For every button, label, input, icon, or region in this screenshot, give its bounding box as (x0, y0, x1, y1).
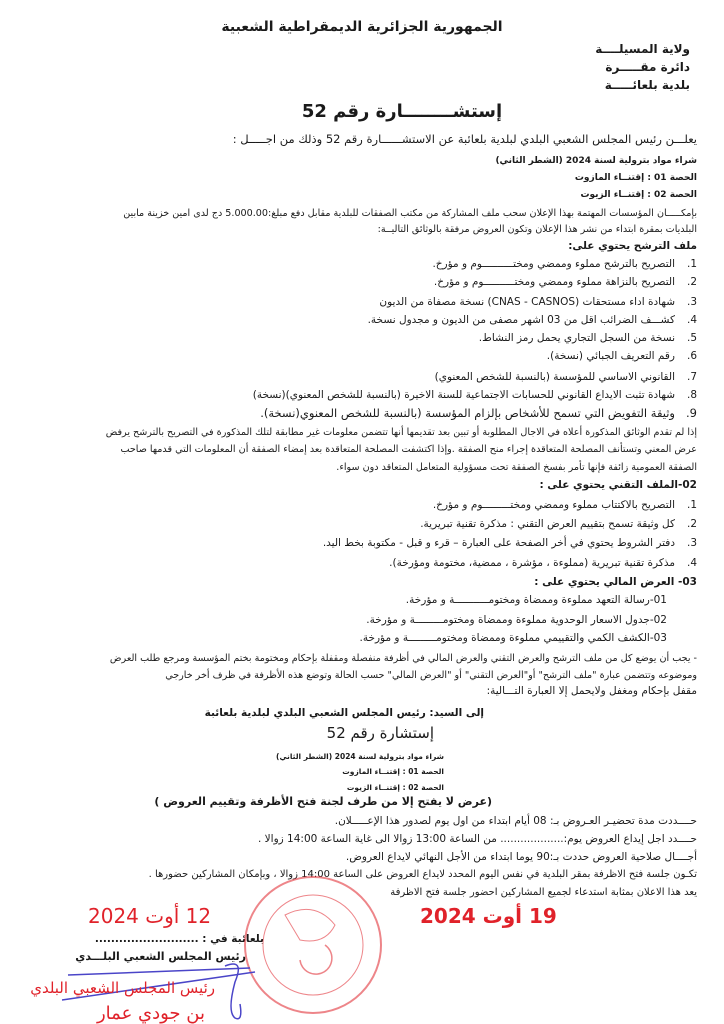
item-number: 2. (686, 276, 697, 288)
item-text: نسخة من السجل التجاري يحمل رمز النشاط. (478, 332, 675, 344)
deadline-opening: تكـون جلسة فتح الاظرفة بمقر البلدية في نفس اليوم المحدد لايداع العروض على الساعة 14:00 زوالا ، وبإمكان المشاركين حضورها . (148, 869, 697, 880)
deadline-deposit: حــــدد اجل إيداع العروض يوم:................... من الساعة 13:00 زوالا الى غاية الساعة 14:00 زوالا . (257, 833, 697, 845)
item-text: شهادة تثبت الايداع القانوني للحسابات الاجتماعية للسنة الاخيرة (بالنسبة للشخص المعنوي)(نسخة) (252, 389, 675, 401)
item-text: القانوني الاساسي للمؤسسة (بالنسبة للشخص المعنوي) (434, 371, 675, 383)
item-text: رقم التعريف الجبائي (نسخة). (546, 350, 675, 362)
outer-envelope-lot-2: الحصة 02 : إقتنــاء الزيوت (346, 783, 444, 792)
outer-envelope-title: إستشارة رقم 52 (326, 724, 434, 742)
handwritten-name: بن جودي عمار (96, 1003, 205, 1024)
envelope-line-2: وموضوعه وتتضمن عبارة "ملف الترشح" أو"العرض التقني" أو "العرض المالي" حسب الحالة وتوضع هذه الأظرفة في ظرف أخر خارجي (165, 670, 697, 681)
intro-text: يعلـــن رئيس المجلس الشعبي البلدي لبلدية بلعائبة عن الاستشــــــارة رقم 52 وذلك من اجـــــل : (232, 132, 697, 146)
deadline-invitation: يعد هذا الاعلان بمثابة استدعاء لجميع المشاركين احضور جلسة فتح الاظرفة (390, 887, 697, 898)
baladiya-label: بلدية بلعائـــــة (604, 78, 690, 92)
signature-place: بلعائبة في : .......................... (94, 933, 264, 945)
signature-date-stamp: 12 أوت 2024 (88, 904, 212, 928)
list-item: 02-جدول الاسعار الوحدوية مملوءة وممضاة ومختومـــــــــة و مؤرخة. (366, 614, 667, 626)
item-number: 4. (686, 314, 697, 326)
deposit-date-stamp: 19 أوت 2024 (420, 904, 557, 928)
candidature-note-2: عرض المعني وتستأنف المصلحة المتعاقدة إجراء منح الصفقة .وإذا اكتشفت المصلحة المتعاقدة بعد إمضاء الصفقة أن المعلومات التي قدمها صاحب (120, 444, 697, 455)
item-text: التصريح بالترشح مملوء وممضي ومختــــــــــوم و مؤرخ. (432, 258, 675, 270)
outer-envelope-warning: (عرض لا يفتح إلا من طرف لجنة فتح الأظرفة وتقييم العروض ) (154, 795, 492, 808)
item-text: وثيقة التفويض التي تسمح للأشخاص بإلزام المؤسسة (بالنسبة للشخص المعنوي(نسخة). (260, 406, 675, 420)
list-item: 01-رسالة التعهد مملوءة وممضاة ومختومـــــــــــة و مؤرخة. (405, 594, 667, 606)
technical-heading: 02-الملف التقني يحتوي على : (539, 479, 697, 491)
outer-envelope-purchase: شراء مواد بترولية لسنة 2024 (الشطر الثاني) (276, 752, 444, 761)
daira-label: دائرة مقـــــرة (605, 60, 690, 74)
page-title: إستشــــــــارة رقم 52 (301, 101, 503, 122)
signer-title: رئيس المجلس الشعبي البلـــدي (75, 950, 246, 963)
item-number: 5. (686, 332, 697, 344)
item-text: كشـــف الضرائب اقل من 03 اشهر مصفى من الديون و مجدول نسخة. (367, 314, 675, 326)
item-number: 4. (686, 557, 697, 569)
candidature-heading: ملف الترشح يحتوي على: (568, 240, 697, 252)
lot-1: الحصة 01 : إقتنــاء المازوت (574, 173, 697, 183)
item-number: 6. (686, 350, 697, 362)
outer-envelope-lot-1: الحصة 01 : إقتنــاء المازوت (342, 767, 444, 776)
republic-header: الجمهورية الجزائرية الديمقراطية الشعبية (221, 19, 503, 35)
item-number: 3. (686, 296, 697, 308)
item-number: 7. (686, 371, 697, 383)
availability-line-1: بإمكـــــان المؤسسات المهتمة بهذا الإعلان سحب ملف المشاركة من مكتب الصفقات للبلدية مقابل دفع مبلغ:5.000.00 دج لدى امين خزينة مابين (123, 208, 697, 219)
candidature-note-3: الصفقة العمومية زائفة فإنها تأمر بفسخ الصفقة تحت مسؤولية المتعامل المتعاقد دون سواء. (336, 462, 697, 473)
candidature-note-1: إذا لم تقدم الوثائق المذكورة أعلاه في الاجال المطلوبة أو تبين بعد تقديمها أنها تتضمن معلومات غير مطابقة لتلك المذكورة في التصريح بالترشح يرفض (105, 427, 697, 438)
item-text: التصريح بالنزاهة مملوء وممضي ومختــــــــــوم و مؤرخ. (433, 276, 675, 288)
item-text: مذكرة تقنية تبريرية (مملوءة ، مؤشرة ، ممضية، مختومة ومؤرخة). (389, 557, 675, 569)
item-number: 1. (686, 499, 697, 511)
item-text: التصريح بالاكتتاب مملوء وممضي ومختـــــــــوم و مؤرخ. (432, 499, 675, 511)
outer-envelope-to: إلى السيد: رئيس المجلس الشعبي البلدي لبلدية بلعائبة (204, 707, 484, 719)
item-number: 9. (686, 406, 697, 420)
deadline-validity: أجــــال صلاحية العروض حددت بـ:90 يوما ابتداء من الأجل النهائي لايداع العروض. (345, 851, 697, 863)
list-item: 03-الكشف الكمي والتقييمي مملوءة وممضاة ومختومـــــــــة و مؤرخة. (359, 632, 667, 644)
availability-line-2: البلديات بمقرة ابتداء من نشر هذا الإعلان وتكون العروض مرفقة بالوثائق التاليــة: (377, 224, 697, 235)
item-number: 3. (686, 537, 697, 549)
handwritten-signature-icon (30, 964, 255, 1024)
item-text: دفتر الشروط يحتوي في أخر الصفحة على العبارة – قرء و قبل - مكتوبة بخط اليد. (322, 537, 675, 549)
wilaya-label: ولاية المسيلــــة (595, 42, 690, 56)
item-number: 2. (686, 518, 697, 530)
item-number: 8. (686, 389, 697, 401)
handwritten-title: رئيس المجلس الشعبي البلدي (30, 979, 215, 997)
envelope-line-3: مقفل بإحكام ومغفل ولايحمل إلا العبارة التـــالية: (486, 685, 697, 697)
financial-heading: 03- العرض المالي يحتوي على : (534, 576, 697, 588)
item-text: كل وثيقة تسمح بتقييم العرض التقني : مذكرة تقنية تبريرية. (420, 518, 675, 530)
purchase-subject: شراء مواد بترولية لسنة 2024 (الشطر الثاني) (495, 156, 697, 166)
deadline-prep: حــــددت مدة تحضيـر العـروض بـ: 08 أيام ابتداء من اول يوم لصدور هذا الإعـــــلان. (334, 815, 697, 827)
lot-2: الحصة 02 : إقتنــاء الزيوت (580, 190, 697, 200)
official-seal-icon (245, 877, 381, 1013)
envelope-line-1: - يجب أن يوضع كل من ملف الترشح والعرض التقني والعرض المالي في أظرفة منفصلة ومقفلة بإحكام ومختومة بختم المؤسسة ومرجع طلب العرض (109, 653, 697, 664)
item-number: 1. (686, 258, 697, 270)
item-text: شهادة اداء مستحقات (CNAS - CASNOS) نسخة مصفاة من الديون (379, 296, 675, 308)
